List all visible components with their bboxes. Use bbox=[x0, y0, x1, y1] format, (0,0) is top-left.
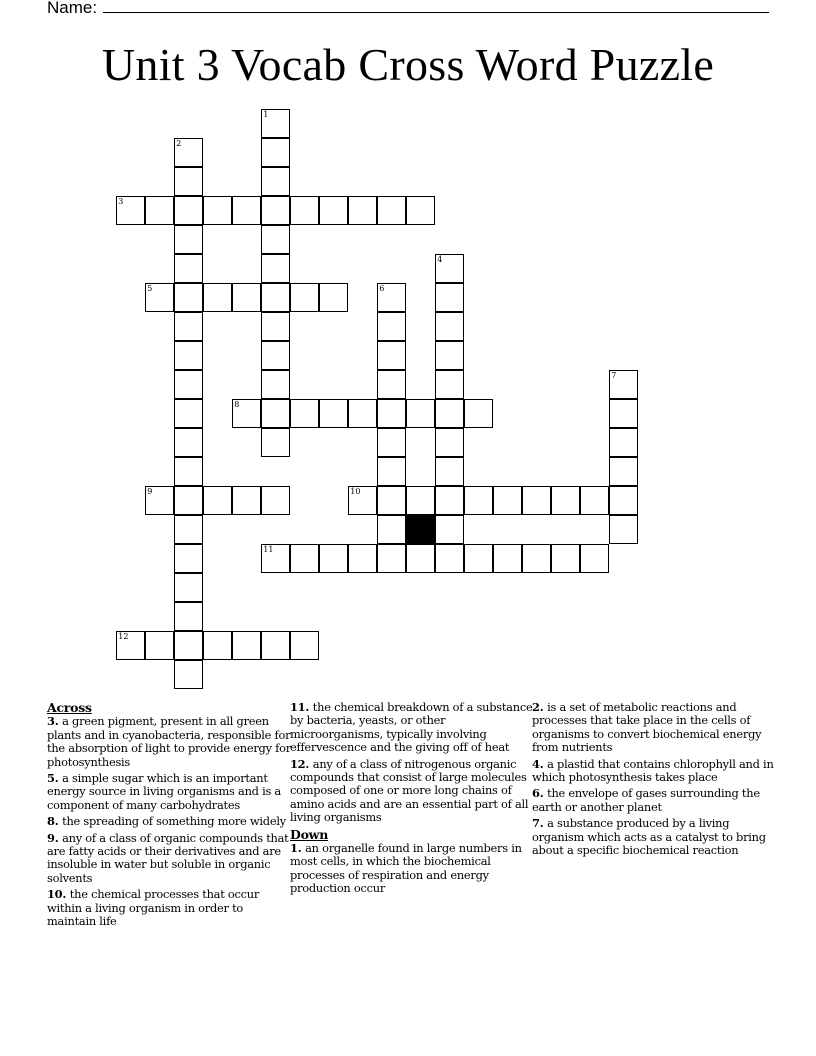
grid-cell[interactable] bbox=[174, 399, 203, 428]
grid-cell[interactable] bbox=[232, 196, 261, 225]
grid-cell[interactable] bbox=[580, 544, 609, 573]
clue-down-2 bbox=[532, 701, 777, 755]
grid-cell[interactable] bbox=[609, 428, 638, 457]
clue-text: a substance produced by a living organism which acts as a catalyst to bring about a specific biochemical reaction bbox=[532, 816, 766, 858]
grid-cell[interactable] bbox=[406, 196, 435, 225]
grid-cell[interactable] bbox=[551, 486, 580, 515]
grid-cell[interactable] bbox=[174, 196, 203, 225]
clue-number: 5 bbox=[47, 771, 55, 786]
grid-cell[interactable] bbox=[348, 196, 377, 225]
clues-column-2 bbox=[290, 701, 535, 899]
grid-cell[interactable] bbox=[493, 486, 522, 515]
grid-cell[interactable] bbox=[174, 457, 203, 486]
clues-column-1 bbox=[47, 701, 292, 932]
grid-cell[interactable] bbox=[203, 196, 232, 225]
grid-cell[interactable] bbox=[609, 370, 638, 399]
grid-cell[interactable] bbox=[145, 196, 174, 225]
grid-cell[interactable] bbox=[406, 544, 435, 573]
grid-cell[interactable] bbox=[174, 312, 203, 341]
grid-cell[interactable] bbox=[261, 138, 290, 167]
grid-cell[interactable] bbox=[174, 370, 203, 399]
clue-text: the chemical processes that occur within a living organism in order to maintain life bbox=[47, 887, 260, 929]
grid-cell[interactable] bbox=[435, 312, 464, 341]
grid-cell[interactable] bbox=[232, 399, 261, 428]
grid-cell[interactable] bbox=[290, 399, 319, 428]
clue-number-dot: . bbox=[297, 841, 306, 856]
grid-cell[interactable] bbox=[377, 486, 406, 515]
clue-text: any of a class of organic compounds that are fatty acids or their derivatives and are insoluble in water but soluble in organic solvents bbox=[47, 830, 289, 885]
name-label: Name: bbox=[47, 0, 98, 17]
grid-cell[interactable] bbox=[145, 486, 174, 515]
cell-number: 8 bbox=[234, 400, 240, 410]
grid-cell[interactable] bbox=[319, 196, 348, 225]
grid-cell[interactable] bbox=[203, 631, 232, 660]
grid-cell[interactable] bbox=[174, 428, 203, 457]
clue-text: is a set of metabolic reactions and processes that take place in the cells of organisms to convert biochemical energy from nutrients bbox=[532, 700, 762, 755]
clue-number-dot: . bbox=[539, 700, 548, 714]
grid-cell[interactable] bbox=[261, 283, 290, 312]
grid-cell[interactable] bbox=[174, 254, 203, 283]
cell-number: 9 bbox=[147, 487, 153, 497]
clue-number-dot: . bbox=[54, 771, 63, 786]
grid-cell[interactable] bbox=[464, 544, 493, 573]
grid-cell[interactable] bbox=[261, 428, 290, 457]
grid-cell[interactable] bbox=[261, 399, 290, 428]
grid-cell[interactable] bbox=[377, 457, 406, 486]
grid-cell[interactable] bbox=[203, 486, 232, 515]
grid-cell[interactable] bbox=[377, 196, 406, 225]
clue-number-dot: . bbox=[62, 887, 70, 902]
grid-cell[interactable] bbox=[609, 486, 638, 515]
grid-cell[interactable] bbox=[174, 138, 203, 167]
cell-number: 6 bbox=[379, 284, 385, 294]
grid-cell[interactable] bbox=[261, 631, 290, 660]
grid-cell[interactable] bbox=[319, 399, 348, 428]
grid-cell[interactable] bbox=[377, 341, 406, 370]
cell-number: 4 bbox=[437, 255, 443, 265]
grid-cell[interactable] bbox=[609, 457, 638, 486]
grid-cell[interactable] bbox=[406, 399, 435, 428]
across-heading: Across bbox=[47, 700, 92, 715]
clue-number-dot: . bbox=[305, 756, 313, 771]
grid-cell[interactable] bbox=[348, 486, 377, 515]
clue-across-12 bbox=[290, 758, 535, 825]
grid-cell[interactable] bbox=[609, 515, 638, 544]
grid-cell[interactable] bbox=[145, 631, 174, 660]
cell-number: 3 bbox=[118, 197, 124, 207]
grid-cell[interactable] bbox=[290, 283, 319, 312]
clue-number-dot: . bbox=[539, 756, 548, 771]
grid-cell[interactable] bbox=[435, 486, 464, 515]
grid-cell[interactable] bbox=[116, 631, 145, 660]
clue-text: the chemical breakdown of a substance by bacteria, yeasts, or other microorganisms, typically involving effervescence and the giving off of heat bbox=[290, 700, 533, 755]
grid-cell[interactable] bbox=[261, 225, 290, 254]
grid-cell[interactable] bbox=[435, 515, 464, 544]
clue-across-9 bbox=[47, 832, 292, 886]
clue-text: the envelope of gases surrounding the earth or another planet bbox=[532, 786, 760, 814]
grid-cell[interactable] bbox=[174, 283, 203, 312]
grid-cell[interactable] bbox=[580, 486, 609, 515]
cell-number: 7 bbox=[611, 371, 617, 381]
grid-cell[interactable] bbox=[377, 544, 406, 573]
grid-cell[interactable] bbox=[261, 544, 290, 573]
clue-text: a green pigment, present in all green plants and in cyanobacteria, responsible for the absorption of light to provide energy for photosynthesis bbox=[47, 714, 291, 769]
clue-number: 6 bbox=[532, 786, 540, 801]
clue-across-5 bbox=[47, 772, 292, 812]
grid-cell[interactable] bbox=[435, 457, 464, 486]
grid-cell[interactable] bbox=[290, 631, 319, 660]
cell-number: 10 bbox=[350, 487, 361, 497]
clue-number-dot: . bbox=[54, 814, 63, 829]
clue-text: the spreading of something more widely bbox=[62, 814, 286, 829]
black-cell bbox=[406, 515, 435, 544]
name-blank-line[interactable] bbox=[103, 0, 769, 13]
clue-across-3 bbox=[47, 715, 292, 769]
cell-number: 2 bbox=[176, 139, 182, 149]
clue-down-4 bbox=[532, 758, 777, 785]
clue-across-11 bbox=[290, 701, 535, 755]
clue-number-dot: . bbox=[539, 816, 548, 831]
grid-cell[interactable] bbox=[290, 544, 319, 573]
clue-number: 8 bbox=[47, 814, 55, 829]
clue-number: 7 bbox=[532, 816, 540, 831]
grid-cell[interactable] bbox=[174, 573, 203, 602]
grid-cell[interactable] bbox=[464, 486, 493, 515]
grid-cell[interactable] bbox=[203, 283, 232, 312]
grid-cell[interactable] bbox=[377, 283, 406, 312]
grid-cell[interactable] bbox=[290, 196, 319, 225]
cell-number: 12 bbox=[118, 632, 129, 642]
clue-number: 9 bbox=[47, 830, 55, 845]
cell-number: 1 bbox=[263, 110, 269, 120]
clue-across-10 bbox=[47, 888, 292, 928]
grid-cell[interactable] bbox=[348, 399, 377, 428]
cell-number: 5 bbox=[147, 284, 153, 294]
grid-cell[interactable] bbox=[174, 167, 203, 196]
grid-cell[interactable] bbox=[232, 283, 261, 312]
clue-number: 1 bbox=[290, 841, 298, 856]
grid-cell[interactable] bbox=[174, 602, 203, 631]
grid-cell[interactable] bbox=[145, 283, 174, 312]
grid-cell[interactable] bbox=[377, 428, 406, 457]
grid-cell[interactable] bbox=[232, 631, 261, 660]
clue-number-dot: . bbox=[54, 830, 63, 845]
page-title: Unit 3 Vocab Cross Word Puzzle bbox=[101, 39, 715, 90]
grid-cell[interactable] bbox=[174, 341, 203, 370]
grid-cell[interactable] bbox=[174, 225, 203, 254]
grid-cell[interactable] bbox=[261, 370, 290, 399]
grid-cell[interactable] bbox=[232, 486, 261, 515]
grid-cell[interactable] bbox=[174, 631, 203, 660]
clue-number: 2 bbox=[532, 700, 540, 714]
grid-cell[interactable] bbox=[435, 283, 464, 312]
clue-text: a plastid that contains chlorophyll and in which photosynthesis takes place bbox=[532, 756, 774, 785]
grid-cell[interactable] bbox=[174, 486, 203, 515]
down-heading: Down bbox=[290, 826, 329, 842]
clue-number: 12 bbox=[290, 756, 306, 771]
grid-cell[interactable] bbox=[435, 370, 464, 399]
clue-number-dot: . bbox=[54, 714, 63, 729]
grid-cell[interactable] bbox=[435, 428, 464, 457]
clue-number-dot: . bbox=[539, 786, 548, 801]
clues-column-3 bbox=[532, 701, 777, 860]
grid-cell[interactable] bbox=[319, 283, 348, 312]
grid-cell[interactable] bbox=[116, 196, 145, 225]
grid-cell[interactable] bbox=[261, 167, 290, 196]
clue-text: a simple sugar which is an important energy source in living organisms and is a component of many carbohydrates bbox=[47, 771, 281, 812]
grid-cell[interactable] bbox=[406, 486, 435, 515]
grid-cell[interactable] bbox=[261, 109, 290, 138]
clue-number: 3 bbox=[47, 714, 55, 729]
grid-cell[interactable] bbox=[377, 399, 406, 428]
grid-cell[interactable] bbox=[435, 341, 464, 370]
grid-cell[interactable] bbox=[261, 254, 290, 283]
grid-cell[interactable] bbox=[435, 399, 464, 428]
clue-down-7 bbox=[532, 817, 777, 857]
clue-down-6 bbox=[532, 787, 777, 814]
grid-cell[interactable] bbox=[261, 341, 290, 370]
clue-number-dot: . bbox=[305, 700, 313, 714]
clue-text: an organelle found in large numbers in most cells, in which the biochemical processes of respiration and energy production occur bbox=[290, 841, 522, 896]
grid-cell[interactable] bbox=[493, 544, 522, 573]
clue-down-1 bbox=[290, 842, 535, 896]
grid-cell[interactable] bbox=[435, 254, 464, 283]
clue-text: any of a class of nitrogenous organic compounds that consist of large molecules composed of one or more long chains of amino acids and are an essential part of all living organisms bbox=[290, 756, 529, 825]
grid-cell[interactable] bbox=[261, 486, 290, 515]
grid-cell[interactable] bbox=[377, 312, 406, 341]
clue-number: 10 bbox=[47, 887, 63, 902]
grid-cell[interactable] bbox=[377, 515, 406, 544]
name-field[interactable] bbox=[47, 0, 769, 18]
grid-cell[interactable] bbox=[174, 660, 203, 689]
cell-number: 11 bbox=[263, 545, 274, 555]
grid-cell[interactable] bbox=[319, 544, 348, 573]
grid-cell[interactable] bbox=[377, 370, 406, 399]
grid-cell[interactable] bbox=[464, 399, 493, 428]
grid-cell[interactable] bbox=[261, 312, 290, 341]
grid-cell[interactable] bbox=[348, 544, 377, 573]
clue-number: 11 bbox=[290, 700, 306, 714]
grid-cell[interactable] bbox=[522, 544, 551, 573]
grid-cell[interactable] bbox=[551, 544, 580, 573]
clue-across-8 bbox=[47, 815, 292, 828]
grid-cell[interactable] bbox=[435, 544, 464, 573]
grid-cell[interactable] bbox=[609, 399, 638, 428]
grid-cell[interactable] bbox=[174, 544, 203, 573]
grid-cell[interactable] bbox=[522, 486, 551, 515]
clue-number: 4 bbox=[532, 756, 540, 771]
grid-cell[interactable] bbox=[174, 515, 203, 544]
grid-cell[interactable] bbox=[261, 196, 290, 225]
